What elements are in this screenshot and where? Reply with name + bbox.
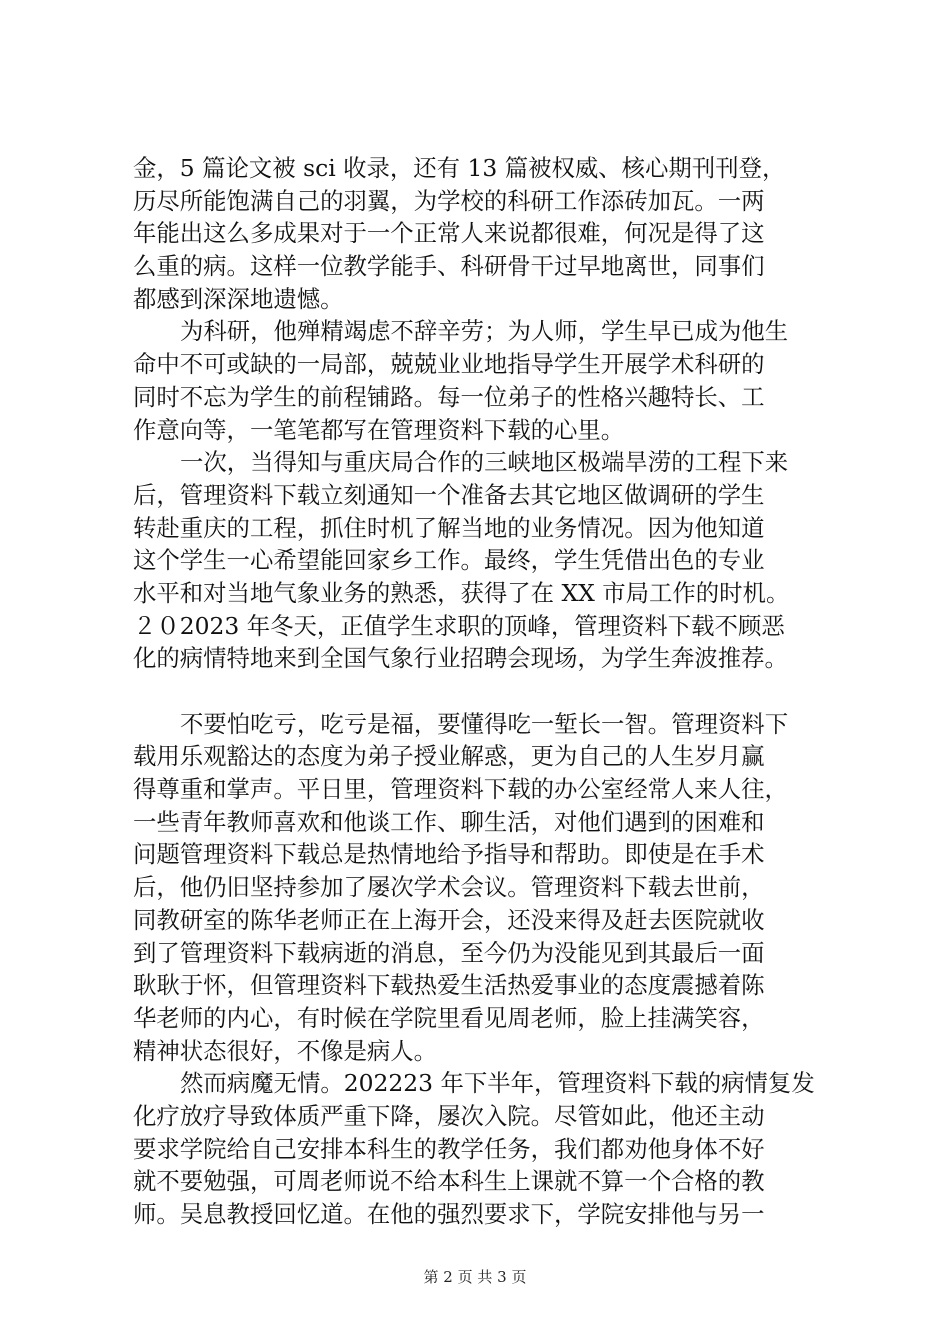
text-line: 到了管理资料下载病逝的消息，至今仍为没能见到其最后一面 (133, 938, 765, 967)
text-line: 作意向等，一笔笔都写在管理资料下载的心里。 (133, 415, 625, 444)
paragraph-start-line: 不要怕吃亏，吃亏是福，要懂得吃一堑长一智。管理资料下 (180, 709, 789, 738)
text-line: 水平和对当地气象业务的熟悉，获得了在 XX 市局工作的时机。 (133, 578, 790, 607)
text-line: 要求学院给自己安排本科生的教学任务，我们都劝他身体不好 (133, 1134, 765, 1163)
text-line: 耿耿于怀，但管理资料下载热爱生活热爱事业的态度震撼着陈 (133, 971, 765, 1000)
blank-line (133, 675, 823, 708)
text-line: 金，5 篇论文被 sci 收录，还有 13 篇被权威、核心期刊刊登， (133, 154, 786, 182)
text-line: 问题管理资料下载总是热情地给予指导和帮助。即使是在手术 (133, 840, 765, 869)
text-line: 后，他仍旧坚持参加了屡次学术会议。管理资料下载去世前， (133, 873, 765, 902)
text-line: 华老师的内心，有时候在学院里看见周老师，脸上挂满笑容， (133, 1003, 765, 1032)
text-line: 都感到深深地遗憾。 (133, 284, 344, 313)
text-line: ２０2023 年冬天，正值学生求职的顶峰，管理资料下载不顾恶 (133, 611, 785, 640)
text-line: 这个学生一心希望能回家乡工作。最终，学生凭借出色的专业 (133, 546, 765, 575)
text-line: 命中不可或缺的一局部，兢兢业业地指导学生开展学术科研的 (133, 350, 765, 379)
text-line: 师。吴息教授回忆道。在他的强烈要求下，学院安排他与另一 (133, 1200, 765, 1228)
text-line: 转赴重庆的工程，抓住时机了解当地的业务情况。因为他知道 (133, 513, 765, 542)
paragraph-start-line: 然而病魔无情。202223 年下半年，管理资料下载的病情复发 (180, 1069, 815, 1098)
text-line: 载用乐观豁达的态度为弟子授业解惑，更为自己的人生岁月赢 (133, 742, 765, 771)
paragraph-start-line: 为科研，他殚精竭虑不辞辛劳；为人师，学生早已成为他生 (180, 317, 789, 346)
text-line: 就不要勉强，可周老师说不给本科生上课就不算一个合格的教 (133, 1167, 765, 1196)
text-line: 化疗放疗导致体质严重下降，屡次入院。尽管如此，他还主动 (133, 1101, 765, 1130)
text-line: 得尊重和掌声。平日里，管理资料下载的办公室经常人来人往， (133, 775, 788, 804)
text-line: 一些青年教师喜欢和他谈工作、聊生活，对他们遇到的困难和 (133, 807, 765, 836)
text-line: 后，管理资料下载立刻通知一个准备去其它地区做调研的学生 (133, 480, 765, 509)
text-line: 同教研室的陈华老师正在上海开会，还没来得及赶去医院就收 (133, 905, 765, 934)
page-footer: 第 2 页 共 3 页 (423, 1268, 527, 1286)
body-text (133, 152, 823, 1231)
text-line: 年能出这么多成果对于一个正常人来说都很难，何况是得了这 (133, 219, 765, 248)
text-line: 同时不忘为学生的前程铺路。每一位弟子的性格兴趣特长、工 (133, 382, 765, 411)
text-line: 历尽所能饱满自己的羽翼，为学校的科研工作添砖加瓦。一两 (133, 186, 765, 215)
text-line: 化的病情特地来到全国气象行业招聘会现场，为学生奔波推荐。 (133, 644, 788, 673)
text-line: 么重的病。这样一位教学能手、科研骨干过早地离世，同事们 (133, 252, 765, 281)
text-line: 精神状态很好，不像是病人。 (133, 1036, 438, 1065)
paragraph-start-line: 一次，当得知与重庆局合作的三峡地区极端旱涝的工程下来 (180, 448, 789, 477)
